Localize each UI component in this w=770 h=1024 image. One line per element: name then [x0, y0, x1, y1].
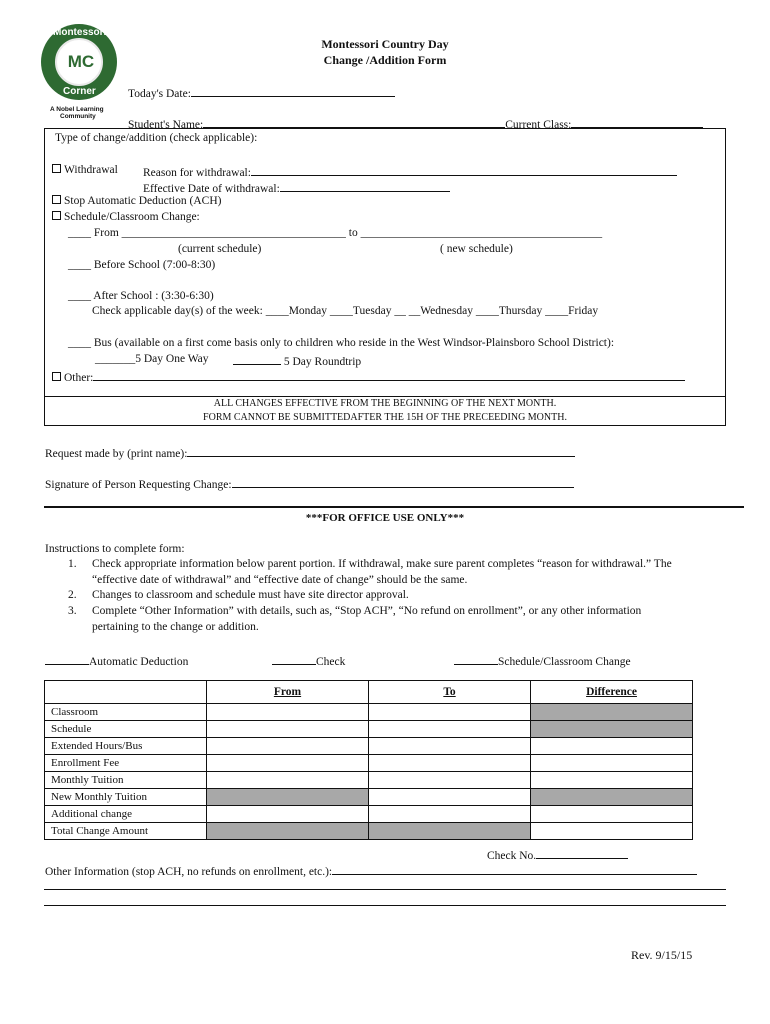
cell-from-shaded [207, 789, 369, 806]
schedule-classroom-change-label: Schedule/Classroom Change [498, 656, 631, 668]
row-label-enrollment-fee: Enrollment Fee [45, 755, 207, 772]
row-label-monthly-tuition: Monthly Tuition [45, 772, 207, 789]
cell-from[interactable] [207, 721, 369, 738]
row-label-additional-change: Additional change [45, 806, 207, 823]
office-change-table [44, 680, 693, 840]
other-information-line-3[interactable] [44, 905, 726, 906]
cell-from[interactable] [207, 772, 369, 789]
stop-ach-option[interactable] [52, 195, 221, 207]
check-no-field[interactable] [536, 847, 628, 859]
withdrawal-label: Withdrawal [64, 164, 118, 176]
cell-from[interactable] [207, 755, 369, 772]
from-prefix: ____ From [68, 227, 119, 239]
before-school-option[interactable]: ____ Before School (7:00-8:30) [68, 259, 216, 271]
students-name-label: Student's Name: [128, 119, 204, 131]
from-to-row [68, 227, 602, 239]
table-header-to: To [369, 681, 531, 704]
cell-to[interactable] [369, 721, 531, 738]
signature-label: Signature of Person Requesting Change: [45, 479, 232, 491]
cell-to-shaded [369, 823, 531, 840]
print-name-row [45, 445, 575, 460]
cell-to[interactable] [369, 789, 531, 806]
cell-to[interactable] [369, 772, 531, 789]
students-name-field[interactable] [203, 116, 505, 128]
cell-from[interactable] [207, 738, 369, 755]
instructions-title: Instructions to complete form: [45, 543, 185, 555]
office-use-heading: ***FOR OFFICE USE ONLY*** [305, 512, 465, 524]
stop-ach-label: Stop Automatic Deduction (ACH) [64, 195, 222, 207]
reason-row [143, 164, 677, 179]
cell-difference[interactable] [531, 738, 693, 755]
other-information-line-2[interactable] [44, 889, 726, 890]
check-no-row [487, 847, 628, 862]
table-row [45, 704, 693, 721]
notice-line-2: FORM CANNOT BE SUBMITTEDAFTER THE 15H OF THE PRECEEDING MONTH. [203, 412, 567, 423]
bus-roundtrip-label: 5 Day Roundtrip [283, 356, 362, 368]
bus-roundtrip-field[interactable] [233, 353, 281, 365]
check-no-label: Check No. [487, 850, 537, 862]
table-header-row [45, 681, 693, 704]
notice-line-1: ALL CHANGES EFFECTIVE FROM THE BEGINNING OF THE NEXT MONTH. [213, 398, 557, 409]
office-divider [44, 506, 744, 508]
cell-difference-shaded [531, 789, 693, 806]
print-name-label: Request made by (print name): [45, 448, 188, 460]
step-1-line-1: Check appropriate information below parent portion. If withdrawal, make sure parent completes “reason for withdrawal.” The [92, 558, 672, 570]
withdrawal-checkbox[interactable] [52, 164, 61, 173]
step-2-line-1: Changes to classroom and schedule must have site director approval. [92, 589, 409, 601]
cell-difference[interactable] [531, 772, 693, 789]
stop-ach-checkbox[interactable] [52, 195, 61, 204]
bus-roundtrip-row[interactable] [233, 353, 361, 368]
current-class-field[interactable] [571, 116, 703, 128]
todays-date-label: Today's Date: [128, 88, 191, 100]
days-of-week-row[interactable]: Check applicable day(s) of the week: ____Monday ____Tuesday __ __Wednesday ____Thursday ____Friday [92, 305, 599, 317]
cell-from[interactable] [207, 704, 369, 721]
other-information-row [45, 863, 697, 878]
bus-one-way-option[interactable]: _______5 Day One Way [95, 353, 209, 365]
schedule-change-label: Schedule/Classroom Change: [64, 211, 200, 223]
signature-row [45, 476, 574, 491]
table-header-from: From [207, 681, 369, 704]
revision-date: Rev. 9/15/15 [631, 948, 693, 962]
other-field[interactable] [93, 369, 685, 381]
to-field[interactable]: __________________________________________ [360, 227, 603, 239]
schedule-change-checkbox[interactable] [52, 211, 61, 220]
change-type-heading: Type of change/addition (check applicable): [55, 132, 258, 144]
auto-deduction-label: Automatic Deduction [89, 656, 189, 668]
table-row [45, 789, 693, 806]
logo-bottom-text: Corner [63, 86, 96, 97]
form-title: Montessori Country Day [321, 37, 449, 51]
cell-difference-shaded [531, 704, 693, 721]
schedule-classroom-change-field[interactable] [454, 653, 498, 665]
table-header-difference: Difference [531, 681, 693, 704]
row-label-classroom: Classroom [45, 704, 207, 721]
signature-field[interactable] [232, 476, 574, 488]
row-label-new-monthly-tuition: New Monthly Tuition [45, 789, 207, 806]
cell-from-shaded [207, 823, 369, 840]
step-1-num: 1. [68, 558, 77, 570]
row-label-schedule: Schedule [45, 721, 207, 738]
form-subtitle: Change /Addition Form [323, 53, 447, 67]
table-row [45, 721, 693, 738]
cell-from[interactable] [207, 806, 369, 823]
schedule-classroom-change-option[interactable] [454, 653, 631, 668]
check-field[interactable] [272, 653, 316, 665]
effective-date-row [143, 180, 450, 195]
table-row [45, 823, 693, 840]
other-checkbox[interactable] [52, 372, 61, 381]
table-row [45, 806, 693, 823]
logo-tagline-2: Community [60, 113, 96, 120]
other-information-label: Other Information (stop ACH, no refunds on enrollment, etc.): [45, 866, 333, 878]
reason-label: Reason for withdrawal: [143, 167, 251, 179]
other-row [52, 369, 685, 384]
other-information-field[interactable] [332, 863, 697, 875]
cell-difference[interactable] [531, 806, 693, 823]
cell-difference[interactable] [531, 823, 693, 840]
row-label-extended-hours-bus: Extended Hours/Bus [45, 738, 207, 755]
cell-to[interactable] [369, 704, 531, 721]
after-school-option[interactable]: ____ After School : (3:30-6:30) [68, 290, 214, 302]
logo-top-text: Montessori [53, 27, 107, 38]
row-label-total-change-amount: Total Change Amount [45, 823, 207, 840]
reason-field[interactable] [251, 164, 677, 176]
step-1-line-2: “effective date of withdrawal” and “effective date of change” should be the same. [92, 574, 468, 586]
logo-mc-text: MC [67, 52, 95, 71]
table-header-blank [45, 681, 207, 704]
other-label: Other: [64, 372, 94, 384]
current-schedule-label: (current schedule) [178, 243, 262, 255]
current-class-label: Current Class: [505, 119, 572, 131]
auto-deduction-field[interactable] [45, 653, 89, 665]
effective-date-label: Effective Date of withdrawal: [143, 183, 280, 195]
todays-date-field[interactable] [191, 85, 395, 97]
cell-to[interactable] [369, 806, 531, 823]
table-row [45, 738, 693, 755]
cell-to[interactable] [369, 738, 531, 755]
table-row [45, 772, 693, 789]
cell-to[interactable] [369, 755, 531, 772]
effective-date-field[interactable] [280, 180, 450, 192]
step-3-num: 3. [68, 605, 77, 617]
check-label: Check [316, 656, 346, 668]
new-schedule-label: ( new schedule) [440, 243, 513, 255]
schedule-change-option[interactable] [52, 211, 200, 223]
todays-date-row [128, 85, 395, 100]
logo-tagline-1: A Nobel Learning [50, 106, 104, 113]
to-word: to [348, 227, 358, 239]
cell-difference-shaded [531, 721, 693, 738]
print-name-field[interactable] [187, 445, 575, 457]
step-3-line-1: Complete “Other Information” with details, such as, “Stop ACH”, “No refund on enrollment”, or any other information [92, 605, 642, 617]
auto-deduction-option[interactable] [45, 653, 188, 668]
bus-option[interactable]: ____ Bus (available on a first come basis only to children who reside in the West Windsor-Plainsboro School District): [68, 337, 615, 349]
check-option[interactable] [272, 653, 345, 668]
withdrawal-option[interactable] [52, 164, 118, 176]
from-field[interactable]: _______________________________________ [121, 227, 346, 239]
step-3-line-2: pertaining to the change or addition. [92, 621, 259, 633]
cell-difference[interactable] [531, 755, 693, 772]
step-2-num: 2. [68, 589, 77, 601]
table-row [45, 755, 693, 772]
